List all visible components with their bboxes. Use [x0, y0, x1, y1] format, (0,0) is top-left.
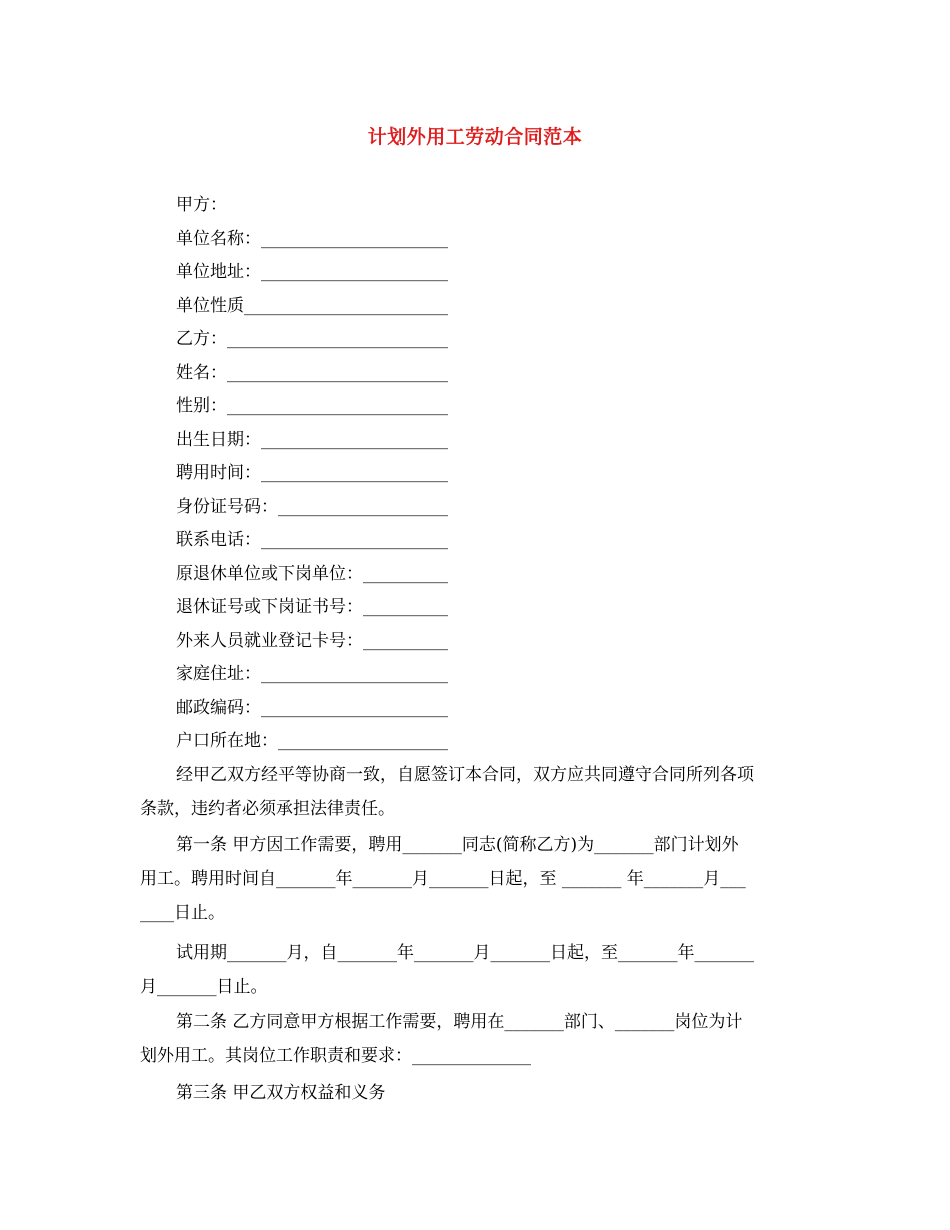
field-blank: __________________________ — [227, 396, 448, 416]
field-id-number — [176, 492, 448, 522]
field-blank: ____________________ — [278, 497, 448, 517]
field-label: 外来人员就业登记卡号： — [176, 631, 363, 651]
paragraph-text: ____日止。 — [140, 903, 225, 923]
paragraph-text: 第二条 乙方同意甲方根据工作需要，聘用在_______部门、_______岗位为计 — [176, 1012, 743, 1032]
field-name — [176, 358, 448, 388]
field-original-unit — [176, 559, 448, 589]
field-blank: ____________________ — [278, 731, 448, 751]
article-3-heading — [140, 1076, 812, 1110]
field-gender — [176, 391, 448, 421]
field-phone — [176, 525, 448, 555]
field-birth-date — [176, 425, 448, 455]
field-blank: __________ — [363, 631, 448, 651]
paragraph-line — [140, 1039, 812, 1073]
field-label: 单位性质 — [176, 296, 244, 316]
field-blank: __________________________ — [227, 329, 448, 349]
paragraph-line — [140, 1005, 812, 1039]
field-blank: __________ — [363, 597, 448, 617]
field-blank: ______________________ — [261, 463, 448, 483]
field-blank: ______________________ — [261, 229, 448, 249]
field-retirement-cert — [176, 592, 448, 622]
paragraph-text: 第一条 甲方因工作需要，聘用_______同志(简称乙方)为_______部门计划外 — [176, 835, 739, 855]
party-b-label — [176, 324, 448, 354]
field-label: 身份证号码： — [176, 497, 278, 517]
article-2-paragraph — [140, 1005, 812, 1073]
field-label: 邮政编码： — [176, 698, 261, 718]
field-household-registration — [176, 726, 448, 756]
field-registration-card — [176, 626, 448, 656]
paragraph-text: 经甲乙双方经平等协商一致，自愿签订本合同，双方应共同遵守合同所列各项 — [176, 765, 754, 785]
field-label: 姓名： — [176, 363, 227, 383]
field-unit-address — [176, 257, 448, 287]
field-label: 性别： — [176, 396, 227, 416]
paragraph-line — [140, 896, 812, 930]
field-unit-nature — [176, 291, 448, 321]
paragraph-line — [140, 758, 812, 792]
paragraph-text: 第三条 甲乙双方权益和义务 — [176, 1083, 386, 1103]
paragraph-text: 用工。聘用时间自_______年_______月_______日起，至 _______ 年_______月___ — [140, 869, 746, 889]
paragraph-text: 划外用工。其岗位工作职责和要求：______________ — [140, 1046, 531, 1066]
article-1-paragraph — [140, 828, 812, 930]
document-title: 计划外用工劳动合同范本 — [367, 126, 583, 148]
field-label: 单位地址： — [176, 262, 261, 282]
field-blank: ______________________ — [261, 430, 448, 450]
field-unit-name — [176, 224, 448, 254]
paragraph-line — [140, 936, 812, 970]
field-label: 聘用时间： — [176, 463, 261, 483]
field-blank: ______________________ — [261, 262, 448, 282]
field-label: 单位名称： — [176, 229, 261, 249]
paragraph-line — [140, 970, 812, 1004]
field-blank: __________ — [363, 564, 448, 584]
field-employment-time — [176, 458, 448, 488]
field-label: 家庭住址： — [176, 664, 261, 684]
paragraph-line — [140, 828, 812, 862]
field-label: 乙方： — [176, 329, 227, 349]
field-blank: ______________________ — [261, 664, 448, 684]
paragraph-text: 试用期_______月，自_______年_______月_______日起，至_______年_______ — [176, 943, 754, 963]
field-blank: ______________________ — [261, 698, 448, 718]
intro-paragraph — [140, 758, 812, 826]
party-a-label — [176, 190, 227, 220]
field-label: 原退休单位或下岗单位： — [176, 564, 363, 584]
paragraph-text: 条款，违约者必须承担法律责任。 — [140, 799, 395, 819]
paragraph-line — [140, 862, 812, 896]
field-home-address — [176, 659, 448, 689]
paragraph-line — [140, 792, 812, 826]
paragraph-text: 月_______日止。 — [140, 977, 268, 997]
party-a-label-text: 甲方： — [176, 195, 227, 215]
field-blank: ______________________ — [261, 530, 448, 550]
field-blank: ________________________ — [244, 296, 448, 316]
field-label: 出生日期： — [176, 430, 261, 450]
field-blank: __________________________ — [227, 363, 448, 383]
field-label: 户口所在地： — [176, 731, 278, 751]
paragraph-line — [140, 1076, 812, 1110]
field-label: 退休证号或下岗证书号： — [176, 597, 363, 617]
field-postal-code — [176, 693, 448, 723]
trial-period-paragraph — [140, 936, 812, 1004]
field-label: 联系电话： — [176, 530, 261, 550]
